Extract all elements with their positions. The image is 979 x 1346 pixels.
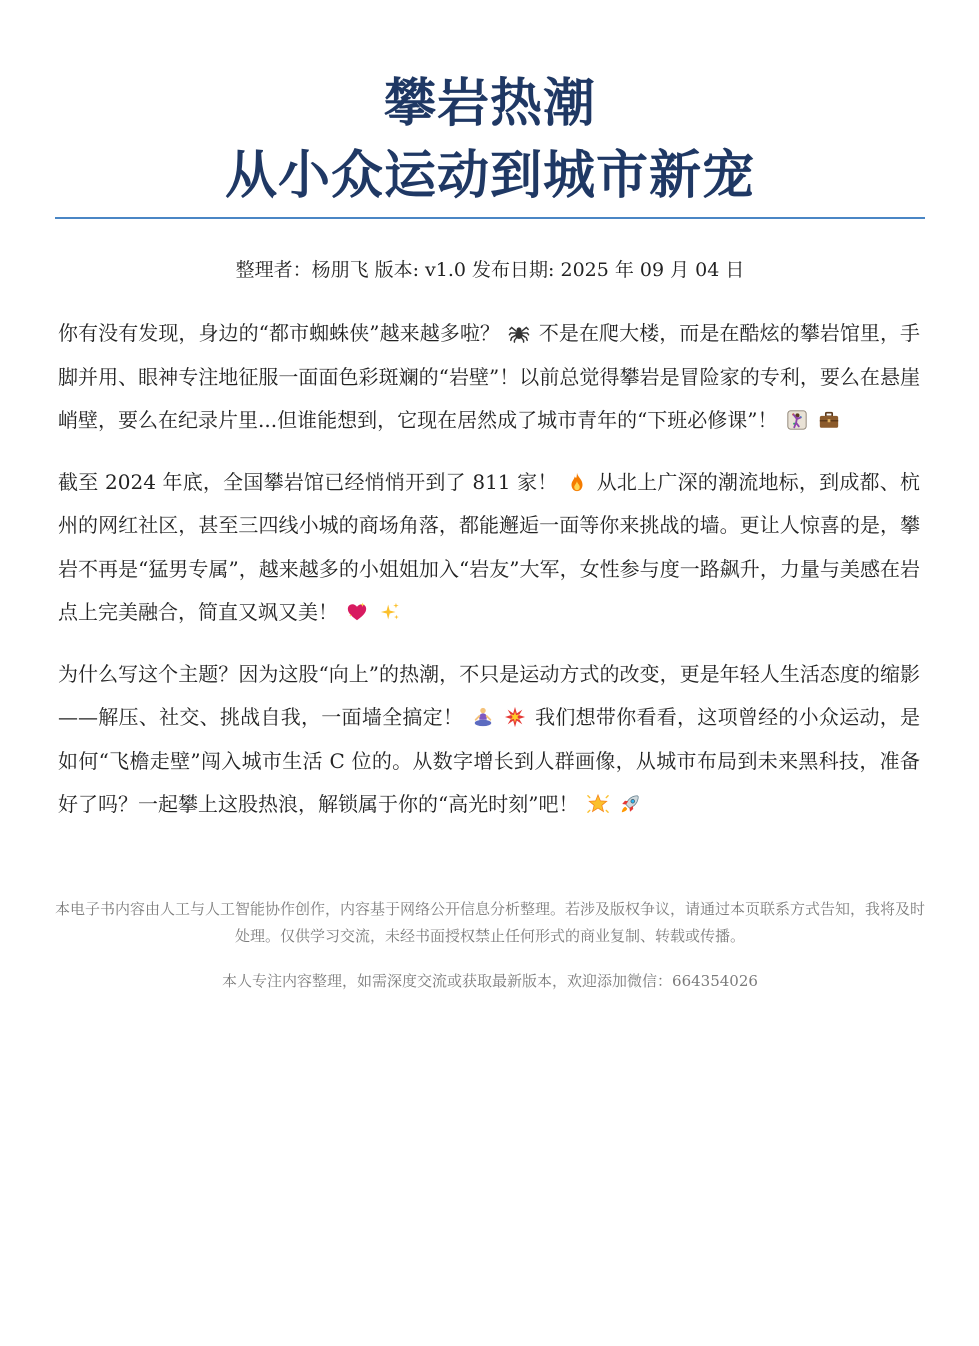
paragraph-2-text-b: 从北上广深的潮流地标，到成都、杭州的网红社区，甚至三四线小城的商场角落，都能邂逅一面等你来挑战的墙。更让人惊喜的是，攀岩不再是“猛男专属”，越来越多的小姐姐加入“岩友”大军，女性参与度一路飙升，力量与美感在岩点上完美融合，简直又飒又美！ [58,469,920,624]
glowing-star-icon [587,793,609,815]
fire-icon [566,471,588,493]
paragraph-2 [58,461,920,635]
paragraph-1 [58,312,920,443]
sparkles-icon [379,601,401,623]
title-line-1: 攀岩热潮 [383,74,596,134]
document-meta: 整理者：杨朋飞 版本: v1.0 发布日期: 2025 年 09 月 04 日 [235,259,745,281]
contact-line: 本人专注内容整理，如需深度交流或获取最新版本，欢迎添加微信：664354026 [222,972,758,990]
rocket-icon [619,793,641,815]
paragraph-2-text-a: 截至 2024 年底，全国攀岩馆已经悄悄开到了 811 家！ [58,469,558,494]
title-divider [55,217,925,219]
person-lotus-icon [472,706,494,728]
copyright-notice: 本电子书内容由人工与人工智能协作创作，内容基于网络公开信息分析整理。若涉及版权争议，请通过本页联系方式告知，我将及时处理。仅供学习交流，未经书面授权禁止任何形式的商业复制、转载或传播。 [55,900,926,945]
briefcase-icon [818,409,840,431]
person-climbing-icon [786,409,808,431]
paragraph-3-text-a: 为什么写这个主题？因为这股“向上”的热潮，不只是运动方式的改变，更是年轻人生活态度的缩影——解压、社交、挑战自我，一面墙全搞定！ [58,661,920,729]
paragraph-3-text-b: 我们想带你看看，这项曾经的小众运动，是如何“飞檐走壁”闯入城市生活 C 位的。从数字增长到人群画像，从城市布局到未来黑科技，准备好了吗？一起攀上这股热浪，解锁属于你的“高光时刻”吧！ [58,705,921,816]
paragraph-1-text-b: 不是在爬大楼，而是在酷炫的攀岩馆里，手脚并用、眼神专注地征服一面面色彩斑斓的“岩壁”！以前总觉得攀岩是冒险家的专利，要么在悬崖峭壁，要么在纪录片里...但谁能想到，它现在居然成了城市青年的“下班必修课”！ [58,321,921,432]
spider-icon [508,322,530,344]
sparkling-heart-icon [346,601,368,623]
paragraph-3 [58,653,920,827]
document-title [55,68,925,212]
paragraph-1-text-a: 你有没有发现，身边的“都市蜘蛛侠”越来越多啦？ [58,321,500,345]
document-body [58,312,920,845]
title-line-2: 从小众运动到城市新宠 [224,146,755,206]
collision-icon [504,706,526,728]
